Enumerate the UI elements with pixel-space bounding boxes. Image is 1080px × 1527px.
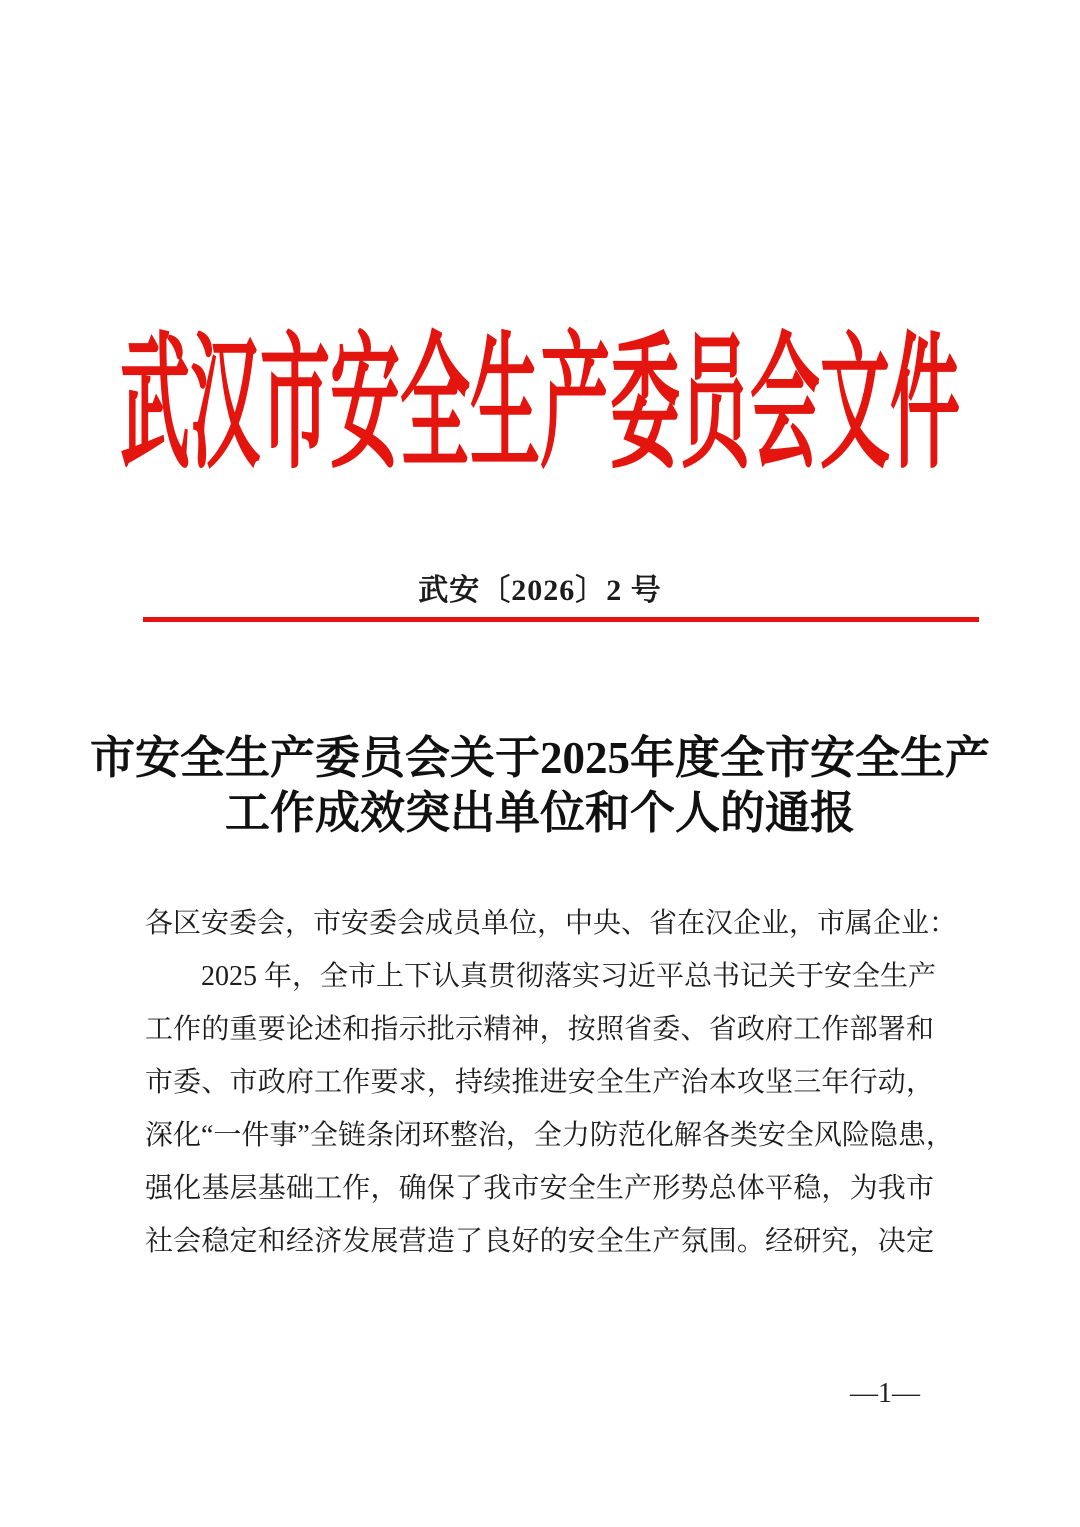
red-separator-line: [143, 617, 979, 622]
letterhead: [0, 328, 1080, 488]
letterhead-org-title: 武汉市安全生产委员会文件: [120, 326, 960, 488]
salutation-line: 各区安委会，市安委会成员单位，中央、省在汉企业，市属企业：: [145, 908, 958, 939]
document-title-line1: 市安全生产委员会关于2025年度全市安全生产: [89, 733, 990, 783]
page-number: —1—: [850, 1378, 920, 1409]
body-line-4: 深化“一件事”全链条闭环整治，全力防范化解各类安全风险隐患，: [145, 1120, 954, 1151]
body-line-3: 市委、市政府工作要求，持续推进安全生产治本攻坚三年行动，: [145, 1067, 934, 1098]
document-title: [0, 731, 1080, 841]
document-body: [145, 897, 958, 1268]
body-line-1: 2025 年，全市上下认真贯彻落实习近平总书记关于安全生产: [201, 961, 937, 992]
document-number: 武安〔2026〕2 号: [418, 574, 662, 607]
document-title-line2: 工作成效突出单位和个人的通报: [224, 788, 855, 838]
body-line-6: 社会稳定和经济发展营造了良好的安全生产氛围。经研究，决定: [145, 1226, 934, 1257]
body-line-5: 强化基层基础工作，确保了我市安全生产形势总体平稳，为我市: [145, 1173, 934, 1204]
body-line-2: 工作的重要论述和指示批示精神，按照省委、省政府工作部署和: [145, 1014, 934, 1045]
